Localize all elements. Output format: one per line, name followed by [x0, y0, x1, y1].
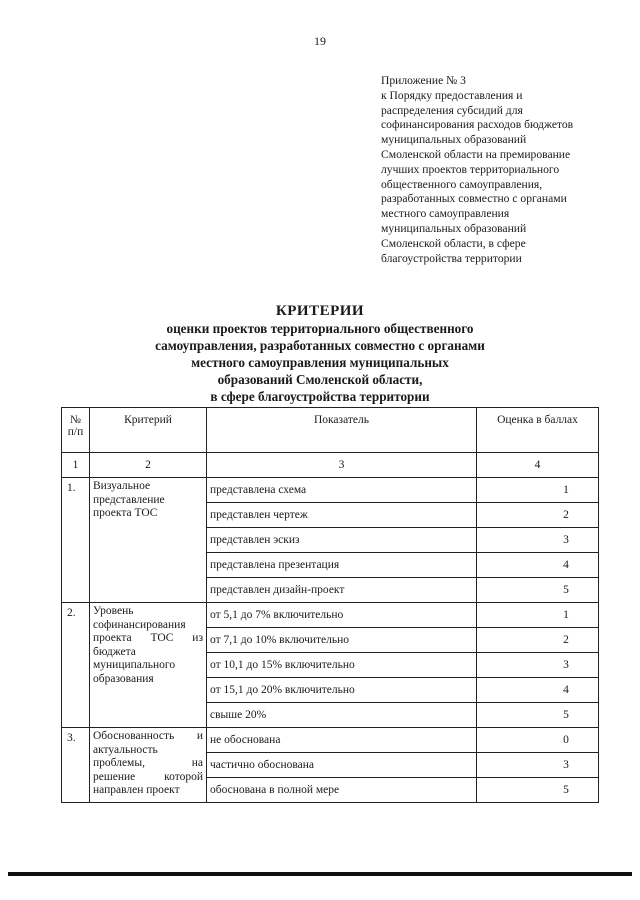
column-number: 4	[477, 453, 599, 478]
criteria-table	[61, 407, 599, 803]
appendix-line: софинансирования расходов бюджетов	[381, 118, 574, 132]
appendix-line: Смоленской области на премирование	[381, 147, 571, 161]
indicator-cell: представлен чертеж	[207, 503, 477, 528]
bottom-rule	[8, 872, 632, 876]
indicator-cell: от 10,1 до 15% включительно	[207, 653, 477, 678]
page-number: 19	[314, 34, 326, 48]
indicator-cell: частично обоснована	[207, 753, 477, 778]
table-row	[62, 728, 599, 753]
indicator-cell: свыше 20%	[207, 703, 477, 728]
indicator-cell: от 15,1 до 20% включительно	[207, 678, 477, 703]
table-row	[62, 478, 599, 503]
appendix-line: муниципальных образований	[381, 133, 527, 147]
appendix-line: муниципальных образований	[381, 221, 527, 235]
indicator-cell: представлен эскиз	[207, 528, 477, 553]
score-cell: 0	[477, 728, 599, 753]
score-cell: 5	[477, 703, 599, 728]
appendix-line: разработанных совместно с органами	[381, 192, 567, 206]
title-main: КРИТЕРИИ	[275, 303, 365, 319]
score-cell: 5	[477, 578, 599, 603]
score-cell: 5	[477, 778, 599, 803]
criterion-cell: Уровень софинансирования проекта ТОС из бюджета муниципального образования	[90, 603, 207, 728]
criterion-cell: Обоснованность и актуальность проблемы, на решение которой направлен проект	[90, 728, 207, 803]
score-cell: 3	[477, 653, 599, 678]
title-line: образований Смоленской области,	[217, 372, 423, 387]
score-cell: 3	[477, 528, 599, 553]
title-line: самоуправления, разработанных совместно с органами	[155, 338, 485, 353]
score-cell: 1	[477, 603, 599, 628]
appendix-line: благоустройства территории	[381, 251, 522, 265]
header-cell-number: № п/п	[62, 408, 90, 453]
table-row	[62, 603, 599, 628]
row-number: 1.	[62, 478, 90, 603]
title-line: местного самоуправления муниципальных	[191, 355, 449, 370]
indicator-cell: обоснована в полной мере	[207, 778, 477, 803]
appendix-line: к Порядку предоставления и	[381, 88, 523, 102]
appendix-note	[381, 74, 611, 266]
appendix-line: общественного самоуправления,	[381, 177, 543, 191]
score-cell: 1	[477, 478, 599, 503]
indicator-cell: от 7,1 до 10% включительно	[207, 628, 477, 653]
score-cell: 2	[477, 628, 599, 653]
column-number: 3	[207, 453, 477, 478]
indicator-cell: представлен дизайн-проект	[207, 578, 477, 603]
header-cell-score: Оценка в баллах	[477, 408, 599, 453]
appendix-line: Смоленской области, в сфере	[381, 236, 526, 250]
title-line: в сфере благоустройства территории	[210, 389, 430, 404]
table-header-row	[62, 408, 599, 453]
criterion-cell: Визуальное представление проекта ТОС	[90, 478, 207, 603]
header-cell-criterion: Критерий	[90, 408, 207, 453]
row-number: 3.	[62, 728, 90, 803]
indicator-cell: не обоснована	[207, 728, 477, 753]
header-cell-indicator: Показатель	[207, 408, 477, 453]
score-cell: 3	[477, 753, 599, 778]
appendix-line: лучших проектов территориального	[381, 162, 560, 176]
score-cell: 4	[477, 553, 599, 578]
indicator-cell: от 5,1 до 7% включительно	[207, 603, 477, 628]
appendix-line: распределения субсидий для	[381, 103, 523, 117]
document-title	[0, 302, 640, 405]
score-cell: 4	[477, 678, 599, 703]
title-line: оценки проектов территориального общественного	[166, 321, 474, 336]
row-number: 2.	[62, 603, 90, 728]
indicator-cell: представлена схема	[207, 478, 477, 503]
column-number-row	[62, 453, 599, 478]
indicator-cell: представлена презентация	[207, 553, 477, 578]
column-number: 2	[90, 453, 207, 478]
score-cell: 2	[477, 503, 599, 528]
appendix-line: Приложение № 3	[381, 74, 466, 87]
appendix-line: местного самоуправления	[381, 207, 510, 221]
column-number: 1	[62, 453, 90, 478]
